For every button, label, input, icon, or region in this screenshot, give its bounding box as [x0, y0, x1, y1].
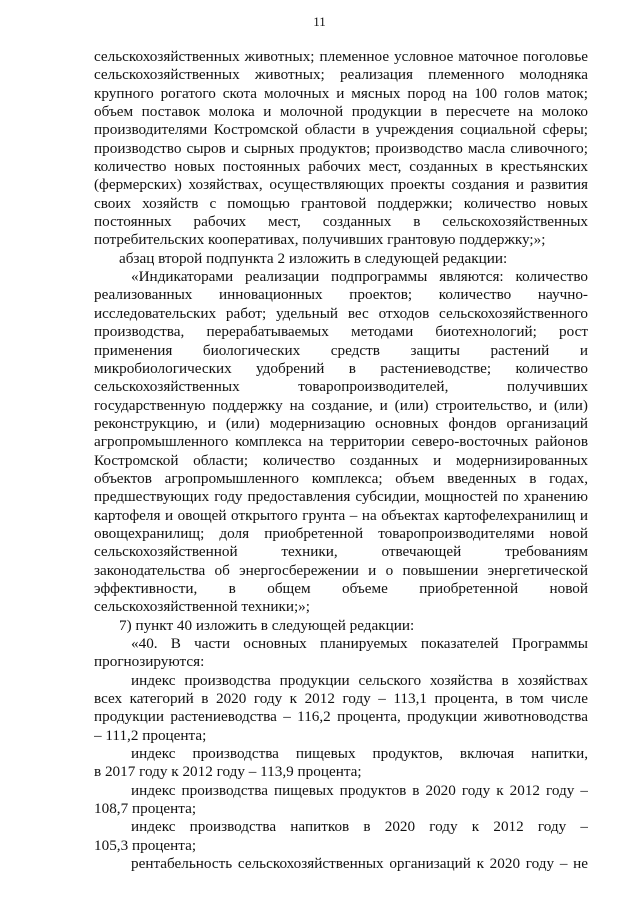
text-line: производителями Костромской области в учреждения социальной сферы; — [94, 121, 588, 139]
paragraph-first-line: рентабельность сельскохозяйственных организаций к 2020 году – не — [131, 855, 588, 873]
paragraph-first-line: абзац второй подпункта 2 изложить в следующей редакции: — [119, 249, 508, 267]
text-line: сельскохозяйственных товаропроизводителей, получивших — [94, 378, 588, 396]
text-line: картофеля и овощей открытого грунта – на объектах картофелехранилищ и — [94, 506, 588, 524]
text-line: продукции растениеводства – 116,2 процента, продукции животноводства — [94, 708, 588, 726]
text-line: овощехранилищ; доля приобретенной товаропроизводителями новой — [94, 524, 588, 542]
text-line: исследовательских работ; удельный вес отходов сельскохозяйственного — [94, 304, 588, 322]
body-text — [94, 48, 588, 873]
text-line: в 2017 году к 2012 году – 113,9 процента; — [94, 763, 362, 781]
paragraph-first-line: индекс производства напитков в 2020 году к 2012 году – — [131, 818, 588, 836]
text-line: применения биологических средств защиты растений и — [94, 341, 588, 359]
text-line: производство сыров и сырных продуктов; производство масла сливочного; — [94, 139, 588, 157]
paragraph-first-line: индекс производства пищевых продуктов в 2020 году к 2012 году – — [131, 781, 588, 799]
text-line: постоянных рабочих мест, созданных в сельскохозяйственных — [94, 213, 588, 231]
text-line: объем поставок молока и молочной продукции в пересчете на молоко — [94, 103, 588, 121]
text-line: реконструкцию, и (или) модернизацию основных фондов организаций — [94, 414, 588, 432]
text-line: сельскохозяйственных животных; реализация племенного молодняка — [94, 66, 588, 84]
paragraph-first-line: индекс производства продукции сельского хозяйства в хозяйствах — [131, 671, 588, 689]
text-line: объектов агропромышленного комплекса; объем введенных в годах, — [94, 469, 588, 487]
paragraph-first-line: «Индикаторами реализации подпрограммы являются: количество — [131, 268, 588, 286]
text-line: агропромышленного комплекса на территории северо-восточных районов — [94, 433, 588, 451]
text-line: предшествующих году предоставления субсидии, мощностей по хранению — [94, 488, 588, 506]
text-line: 108,7 процента; — [94, 800, 197, 818]
text-line: законодательства об энергосбережении и о повышении энергетической — [94, 561, 588, 579]
text-line: – 111,2 процента; — [94, 726, 207, 744]
text-line: сельскохозяйственной техники;»; — [94, 598, 310, 616]
paragraph-first-line: «40. В части основных планируемых показателей Программы — [131, 635, 588, 652]
text-line: своих хозяйств с помощью грантовой поддержки; количество новых — [94, 194, 588, 212]
text-line: производства, перерабатываемых методами биотехнологий; рост — [94, 323, 588, 341]
text-line: прогнозируются: — [94, 653, 205, 671]
text-line: реализованных инновационных проектов; количество научно- — [94, 286, 588, 304]
paragraph-first-line: индекс производства пищевых продуктов, включая напитки, — [131, 745, 588, 763]
text-line: количество новых постоянных рабочих мест, созданных в крестьянских — [94, 158, 588, 176]
text-line: сельскохозяйственной техники, отвечающей требованиям — [94, 543, 588, 561]
text-line: крупного рогатого скота молочных и мясных пород на 100 голов маток; — [94, 84, 588, 102]
text-line: 105,3 процента; — [94, 836, 197, 854]
text-line: потребительских кооперативах, получивших грантовую поддержку;»; — [94, 231, 546, 249]
page-number: 11 — [313, 14, 326, 29]
text-line: государственную поддержку на создание, и (или) строительство, и (или) — [94, 396, 588, 414]
text-line: эффективности, в общем объеме приобретенной новой — [94, 579, 588, 597]
text-line: микробиологических удобрений в растениеводстве; количество — [94, 359, 588, 377]
text-line: всех категорий в 2020 году к 2012 году – 113,1 процента, в том числе — [94, 690, 588, 708]
text-line: (фермерских) хозяйствах, осуществляющих проекты создания и развития — [94, 176, 588, 194]
text-line: Костромской области; количество созданных и модернизированных — [94, 451, 588, 469]
paragraph-first-line: 7) пункт 40 изложить в следующей редакции: — [119, 616, 415, 634]
text-line: сельскохозяйственных животных; племенное условное маточное поголовье — [94, 48, 588, 65]
